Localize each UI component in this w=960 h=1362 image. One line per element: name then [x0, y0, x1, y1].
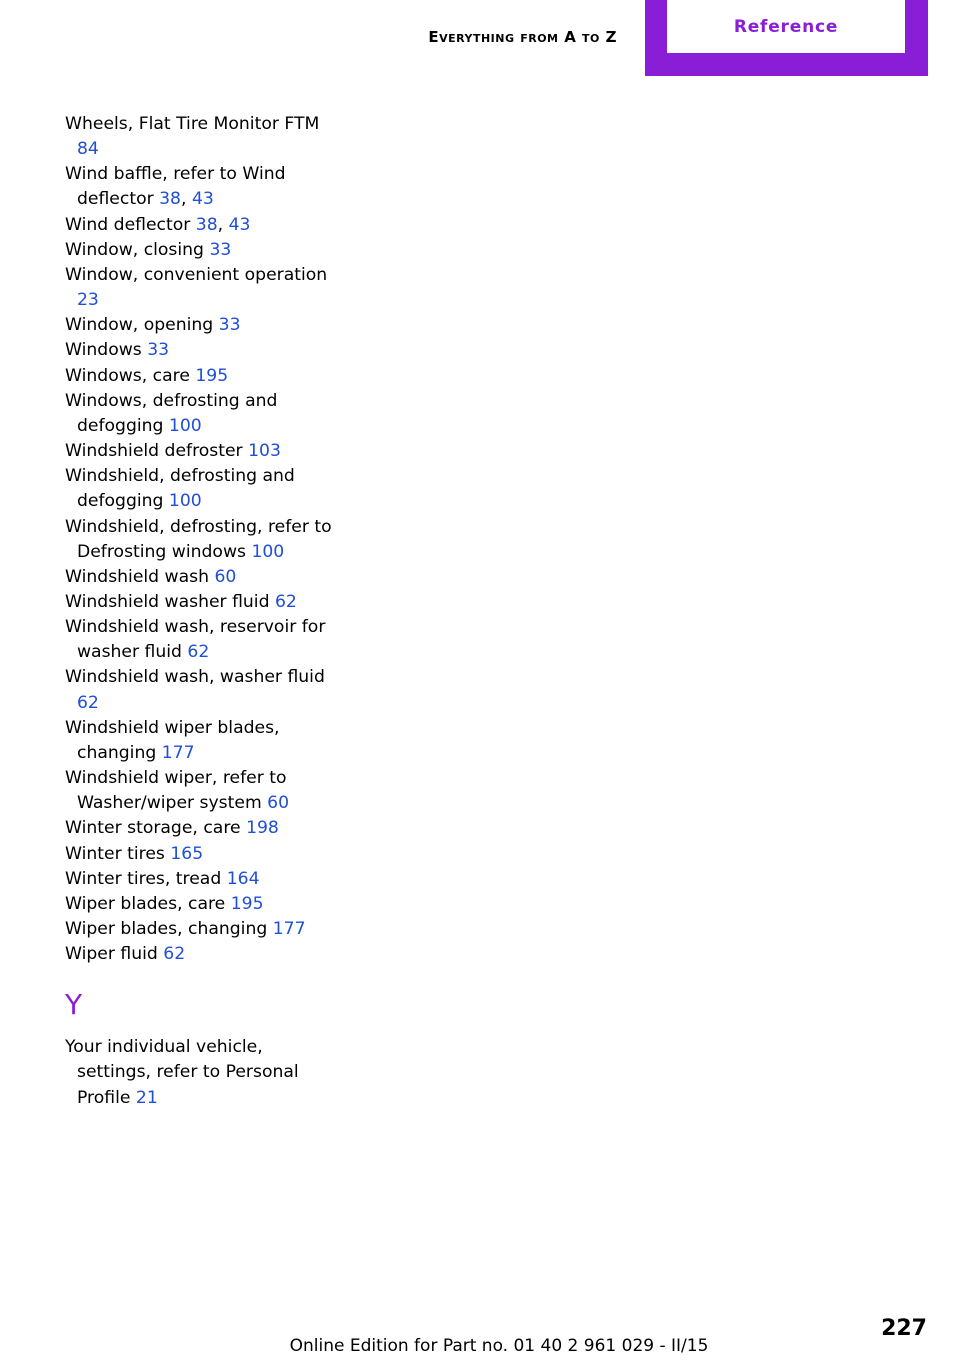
index-entry-text: Wind baffle, refer to Wind deflector	[65, 164, 286, 210]
index-entry	[65, 389, 335, 439]
index-entry	[65, 112, 335, 162]
page-link[interactable]: 21	[135, 1087, 158, 1108]
page-link[interactable]: 60	[267, 793, 290, 814]
index-entry-text: Wiper fluid	[65, 944, 158, 965]
page-link[interactable]: 195	[230, 893, 264, 914]
index-entry-text: Window, convenient operation	[65, 264, 328, 285]
index-list-y	[65, 1035, 335, 1110]
index-entry-text: Windows	[65, 340, 142, 361]
index-entry	[65, 439, 335, 464]
index-entry	[65, 716, 335, 766]
index-entry: Wind baffle, refer to Wind deflector 38, 43	[65, 164, 286, 210]
page-link[interactable]: 164	[226, 868, 260, 889]
index-entry-text: Windshield, defrosting, refer to Defrosting windows	[65, 516, 332, 562]
index-entry	[65, 892, 335, 917]
footer-text: Online Edition for Part no. 01 40 2 961 029 - II/15	[289, 1336, 709, 1356]
page-link[interactable]: 177	[161, 742, 195, 763]
index-entry-text: Windows, care	[65, 365, 190, 386]
index-entry	[65, 842, 335, 867]
page-link[interactable]: 38	[159, 189, 181, 210]
index-entry-text: Wind deflector	[65, 214, 191, 235]
index-column	[65, 112, 335, 1111]
page-link[interactable]: 62	[274, 591, 297, 612]
index-entry-text: Winter storage, care	[65, 818, 241, 839]
reference-tab	[645, 0, 928, 76]
index-entry-text: Windshield wash, washer fluid	[65, 667, 325, 688]
page-link[interactable]: 38	[195, 214, 218, 235]
index-entry-text: Winter tires	[65, 843, 165, 864]
index-entry-text: Winter tires, tread	[65, 868, 222, 889]
page-link[interactable]: 103	[248, 441, 281, 462]
page-link[interactable]: 33	[218, 315, 241, 336]
reference-tab-label: Reference	[733, 16, 839, 37]
page-link[interactable]: 60	[214, 566, 237, 587]
index-entry	[65, 364, 335, 389]
index-entry	[65, 464, 335, 514]
page-link[interactable]: 100	[251, 541, 285, 562]
index-entry	[65, 942, 335, 967]
index-entry	[65, 917, 335, 942]
page-link[interactable]: 33	[147, 340, 170, 361]
page-link[interactable]: 198	[246, 818, 279, 839]
running-header: Everything from A to Z	[428, 28, 617, 46]
footer	[0, 1336, 960, 1356]
index-entry-text: Windshield, defrosting and defogging	[65, 466, 295, 512]
index-entry-text: Your individual vehicle, settings, refer to Personal Profile	[65, 1037, 299, 1108]
page-number: 227	[881, 1316, 927, 1341]
index-entry	[65, 615, 335, 665]
index-entry	[65, 313, 335, 338]
index-entry-text: Wiper blades, care	[65, 893, 226, 914]
index-entry	[65, 565, 335, 590]
index-letter-y: Y	[65, 988, 83, 1022]
index-entry-text: Wheels, Flat Tire Monitor FTM	[65, 114, 320, 134]
index-entry	[65, 238, 335, 263]
page-link[interactable]: 23	[77, 290, 99, 311]
index-entry-text: Windows, defrosting and defogging	[65, 390, 278, 436]
index-entry-text: Window, opening	[65, 315, 214, 336]
index-entry-text: Windshield washer fluid	[65, 591, 270, 612]
index-entry-text: Windshield wash, reservoir for washer fluid	[65, 617, 326, 663]
index-entry-text: Window, closing	[65, 239, 204, 260]
index-entry	[65, 867, 335, 892]
page-link[interactable]: 62	[77, 692, 99, 713]
page-link[interactable]: 62	[187, 642, 210, 663]
index-entry	[65, 816, 335, 841]
index-entry	[65, 590, 335, 615]
page-link[interactable]: 100	[168, 415, 202, 436]
index-entry	[65, 665, 335, 715]
page-link[interactable]: 100	[168, 491, 202, 512]
index-entry	[65, 263, 335, 313]
index-list-w	[65, 112, 335, 967]
index-entry	[65, 338, 335, 363]
page-link[interactable]: 43	[191, 189, 214, 210]
page-link[interactable]: 84	[77, 139, 99, 160]
page-link[interactable]: 43	[228, 214, 251, 235]
index-entry-text: Wiper blades, changing	[65, 919, 268, 939]
page-link[interactable]: 165	[170, 843, 204, 864]
index-entry	[65, 1035, 335, 1110]
index-entry-text: Windshield wash	[65, 566, 209, 587]
index-entry: Wind deflector 38, 43	[65, 214, 251, 235]
page-link[interactable]: 177	[272, 919, 306, 939]
index-entry	[65, 766, 335, 816]
page-link[interactable]: 33	[209, 239, 232, 260]
index-entry	[65, 515, 335, 565]
index-entry-text: Windshield wiper blades, changing	[65, 717, 280, 763]
page-link[interactable]: 62	[163, 944, 186, 965]
page-link[interactable]: 195	[195, 365, 229, 386]
index-entry-text: Windshield wiper, refer to Washer/wiper system	[65, 768, 287, 814]
index-entry-text: Windshield defroster	[65, 441, 243, 462]
